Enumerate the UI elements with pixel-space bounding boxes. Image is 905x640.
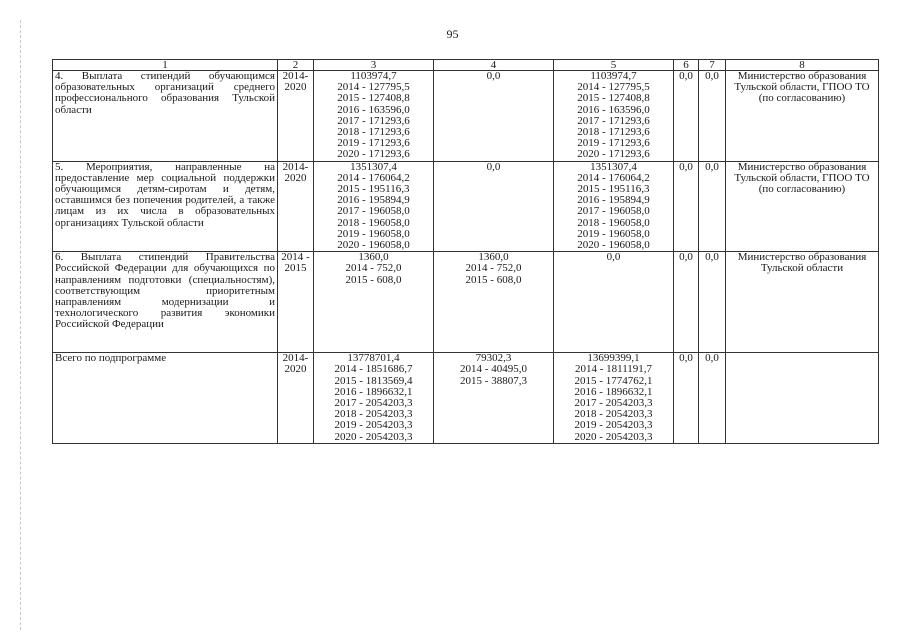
- header-cell: 7: [699, 60, 726, 71]
- funding-line: 2017 - 171293,6: [337, 114, 410, 127]
- funding-line: 2016 - 195894,9: [577, 194, 650, 207]
- executor-cell: Министерство образования Тульской области, ГПОО ТО (по согласованию): [726, 71, 879, 162]
- funding-line: 0,0: [486, 161, 501, 173]
- regional-funding-cell: [554, 71, 674, 162]
- header-cell: 3: [314, 60, 434, 71]
- header-cell: 2: [278, 60, 314, 71]
- funding-line: 2015 - 127408,8: [337, 92, 410, 105]
- activity-name: Всего по подпрограмме: [53, 353, 278, 444]
- funding-line: 2014 - 176064,2: [337, 171, 410, 184]
- header-cell: 8: [726, 60, 879, 71]
- funding-line: 2020 - 2054203,3: [334, 430, 413, 443]
- period-cell: 2014-2020: [278, 71, 314, 162]
- federal-funding-cell: [434, 161, 554, 252]
- funding-line: 2014 - 1811191,7: [574, 363, 653, 376]
- page-number: 95: [446, 27, 459, 41]
- activity-name: 6. Выплата стипендий Правительства Российской Федерации для обучающихся по направлениям подготовки (специальностям), соответствующим приоритетным направлениям модернизации и технологического развития экономики Российской Федерации: [53, 252, 278, 353]
- period-cell: 2014-2020: [278, 161, 314, 252]
- header-cell: 1: [53, 60, 278, 71]
- funding-line: 2014 - 752,0: [345, 262, 402, 275]
- federal-funding-cell: [434, 252, 554, 353]
- funding-line: 2015 - 38807,3: [460, 374, 527, 387]
- funding-line: 2017 - 2054203,3: [334, 397, 413, 410]
- funding-line: 2016 - 195894,9: [337, 194, 410, 207]
- local-funding-cell: 0,0: [674, 353, 699, 444]
- header-cell: 6: [674, 60, 699, 71]
- table-row: [53, 252, 879, 353]
- local-funding-cell: 0,0: [674, 161, 699, 252]
- local-funding-cell: 0,0: [674, 252, 699, 353]
- funding-line: 2016 - 163596,0: [337, 103, 410, 116]
- funding-line: 2016 - 1896632,1: [574, 385, 653, 398]
- total-funding-cell: [314, 353, 434, 444]
- local-funding-cell: 0,0: [674, 71, 699, 162]
- extrabudget-funding-cell: 0,0: [699, 252, 726, 353]
- header-row: [53, 60, 879, 71]
- funding-line: 2018 - 171293,6: [577, 126, 650, 139]
- funding-line: 2020 - 171293,6: [337, 148, 410, 161]
- total-funding-cell: [314, 161, 434, 252]
- funding-line: 0,0: [486, 70, 501, 82]
- funding-line: 2014 - 1851686,7: [334, 363, 413, 376]
- funding-line: 1351307,4: [350, 161, 397, 173]
- funding-line: 2020 - 171293,6: [577, 148, 650, 161]
- total-funding-cell: [314, 252, 434, 353]
- funding-line: 2017 - 196058,0: [337, 205, 410, 218]
- header-cell: 4: [434, 60, 554, 71]
- extrabudget-funding-cell: 0,0: [699, 161, 726, 252]
- funding-line: 2014 - 127795,5: [337, 81, 410, 94]
- funding-line: 2014 - 752,0: [465, 262, 522, 275]
- funding-line: 2015 - 127408,8: [577, 92, 650, 105]
- funding-line: 2015 - 1774762,1: [574, 374, 653, 387]
- period-cell: 2014 - 2015: [278, 252, 314, 353]
- extrabudget-funding-cell: 0,0: [699, 71, 726, 162]
- total-funding-cell: [314, 71, 434, 162]
- funding-line: 2019 - 171293,6: [577, 137, 650, 150]
- funding-line: 2019 - 2054203,3: [574, 419, 653, 432]
- table-row: [53, 161, 879, 252]
- funding-line: 2015 - 608,0: [465, 273, 522, 286]
- table-row: [53, 353, 879, 444]
- funding-line: 79302,3: [475, 352, 512, 365]
- program-table: [52, 59, 879, 444]
- funding-line: 2019 - 196058,0: [337, 227, 410, 240]
- funding-line: 1351307,4: [590, 161, 637, 173]
- funding-line: 2019 - 171293,6: [337, 137, 410, 150]
- regional-funding-cell: [554, 161, 674, 252]
- executor-cell: Министерство образования Тульской области, ГПОО ТО (по согласованию): [726, 161, 879, 252]
- funding-line: 13699399,1: [587, 352, 640, 365]
- funding-line: 2015 - 1813569,4: [334, 374, 413, 387]
- funding-line: 2017 - 196058,0: [577, 205, 650, 218]
- funding-line: 0,0: [606, 251, 621, 264]
- federal-funding-cell: [434, 353, 554, 444]
- executor-cell: [726, 353, 879, 444]
- funding-line: 2018 - 196058,0: [577, 216, 650, 229]
- funding-line: 1360,0: [478, 251, 509, 264]
- funding-line: 2019 - 2054203,3: [334, 419, 413, 432]
- funding-line: 2018 - 2054203,3: [574, 408, 653, 421]
- federal-funding-cell: [434, 71, 554, 162]
- funding-line: 2019 - 196058,0: [577, 227, 650, 240]
- funding-line: 1103974,7: [350, 70, 397, 82]
- regional-funding-cell: [554, 252, 674, 353]
- funding-line: 2015 - 195116,3: [577, 183, 650, 196]
- regional-funding-cell: [554, 353, 674, 444]
- funding-line: 13778701,4: [347, 352, 400, 365]
- funding-line: 2018 - 171293,6: [337, 126, 410, 139]
- header-cell: 5: [554, 60, 674, 71]
- funding-line: 2018 - 196058,0: [337, 216, 410, 229]
- funding-line: 2014 - 176064,2: [577, 171, 650, 184]
- funding-line: 2014 - 40495,0: [460, 363, 527, 376]
- activity-name: 4. Выплата стипендий обучающимся образовательных организаций среднего профессионального образования Тульской области: [53, 71, 278, 162]
- table-row: [53, 71, 879, 162]
- funding-line: 2015 - 608,0: [345, 273, 402, 286]
- activity-name: 5. Мероприятия, направленные на предоставление мер социальной поддержки обучающимся детям-сиротам и детям, оставшимся без попечения родителей, а также лицам из их числа в образовательных организациях Тульской области: [53, 161, 278, 252]
- funding-line: 2017 - 2054203,3: [574, 397, 653, 410]
- funding-line: 2020 - 196058,0: [337, 239, 410, 252]
- left-margin-guide: [20, 20, 21, 630]
- extrabudget-funding-cell: 0,0: [699, 353, 726, 444]
- funding-line: 2018 - 2054203,3: [334, 408, 413, 421]
- funding-line: 1103974,7: [590, 70, 637, 82]
- funding-line: 2020 - 2054203,3: [574, 430, 653, 443]
- funding-line: 2014 - 127795,5: [577, 81, 650, 94]
- funding-line: 2016 - 1896632,1: [334, 385, 413, 398]
- funding-line: 2017 - 171293,6: [577, 114, 650, 127]
- period-cell: 2014-2020: [278, 353, 314, 444]
- funding-line: 2020 - 196058,0: [577, 239, 650, 252]
- funding-line: 2015 - 195116,3: [337, 183, 410, 196]
- funding-line: 2016 - 163596,0: [577, 103, 650, 116]
- executor-cell: Министерство образования Тульской области: [726, 252, 879, 353]
- funding-line: 1360,0: [358, 251, 389, 264]
